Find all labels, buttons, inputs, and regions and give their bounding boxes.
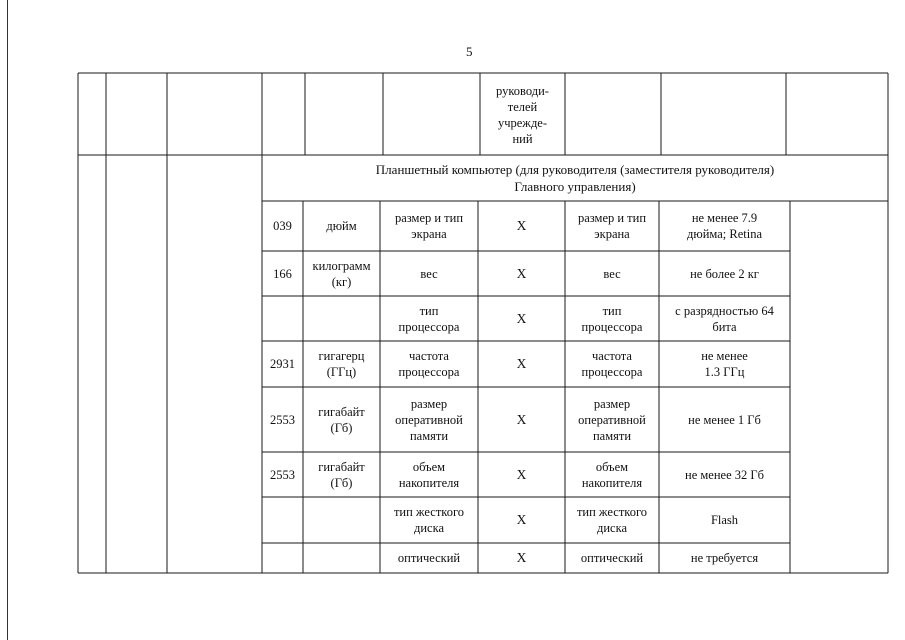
table-cell-requirement: не менее 7.9 дюйма; Retina	[687, 211, 762, 241]
table-cell-code: 2553	[270, 412, 295, 427]
table-cell-value: X	[516, 411, 527, 427]
table-cell-requirement: не менее 1 Гб	[688, 412, 761, 427]
table-cell-unit: гигагерц (ГГц)	[318, 349, 365, 379]
table-cell-value: X	[516, 512, 527, 527]
table-cell-value: X	[516, 310, 527, 326]
table-cell-requirement: с разрядностью 64 бита	[675, 303, 774, 334]
page-number: 5	[466, 44, 473, 59]
table-cell-value: X	[516, 550, 527, 565]
table-cell-characteristic-2: размер оперативной памяти	[578, 396, 646, 443]
table-cell-characteristic: тип процессора	[398, 303, 460, 334]
table-cell-unit: гигабайт (Гб)	[318, 459, 365, 490]
table-cell-code: 039	[273, 219, 292, 233]
table-cell-requirement: не требуется	[690, 551, 759, 565]
table-cell-characteristic: размер оперативной памяти	[395, 396, 463, 443]
table-cell-code	[262, 296, 303, 341]
table-cell-characteristic: размер и тип экрана	[394, 211, 464, 241]
table-cell-unit: дюйм	[326, 219, 357, 233]
table-cell-code: 2553	[270, 467, 295, 482]
table-cell-unit: гигабайт (Гб)	[318, 404, 365, 435]
table-cell-characteristic-2: объем накопителя	[581, 459, 643, 490]
table-cell-characteristic: объем накопителя	[398, 459, 460, 490]
table-cell-characteristic-2: вес	[603, 266, 621, 281]
table-cell-requirement: не более 2 кг	[690, 266, 759, 281]
table-cell-value: X	[516, 466, 527, 482]
table-cell-characteristic-2: тип жесткого диска	[576, 505, 648, 535]
table-cell-value: X	[516, 218, 527, 233]
table-cell-characteristic-2: тип процессора	[581, 303, 643, 334]
table-cell-requirement: не менее 1.3 ГГц	[701, 349, 748, 379]
table-cell-unit	[303, 543, 380, 573]
table-cell-requirement: не менее 32 Гб	[685, 467, 764, 482]
table-cell-characteristic: частота процессора	[398, 349, 460, 379]
table-cell-characteristic: тип жесткого диска	[393, 505, 465, 535]
table-cell-code: 2931	[270, 357, 295, 371]
table-cell-unit: килограмм (кг)	[312, 258, 371, 289]
table-cell-unit	[303, 497, 380, 543]
table-cell-code	[262, 497, 303, 543]
section-title: Планшетный компьютер (для руководителя (заместителя руководителя) Главного управления)	[375, 162, 775, 194]
table-cell-characteristic: оптический	[397, 551, 461, 565]
table-cell-code: 166	[273, 266, 292, 281]
table-cell-characteristic-2: оптический	[580, 551, 644, 565]
table-cell-value: X	[516, 356, 527, 371]
table-cell-characteristic: вес	[420, 266, 438, 281]
table-cell-requirement: Flash	[710, 513, 739, 527]
top-row-recipient-cell: руководи- телей учрежде- ний	[496, 84, 549, 146]
table-cell-unit	[303, 296, 380, 341]
table-cell-characteristic-2: частота процессора	[581, 349, 643, 379]
table-cell-value: X	[516, 265, 527, 281]
table-cell-characteristic-2: размер и тип экрана	[577, 211, 647, 241]
table-cell-code	[262, 543, 303, 573]
